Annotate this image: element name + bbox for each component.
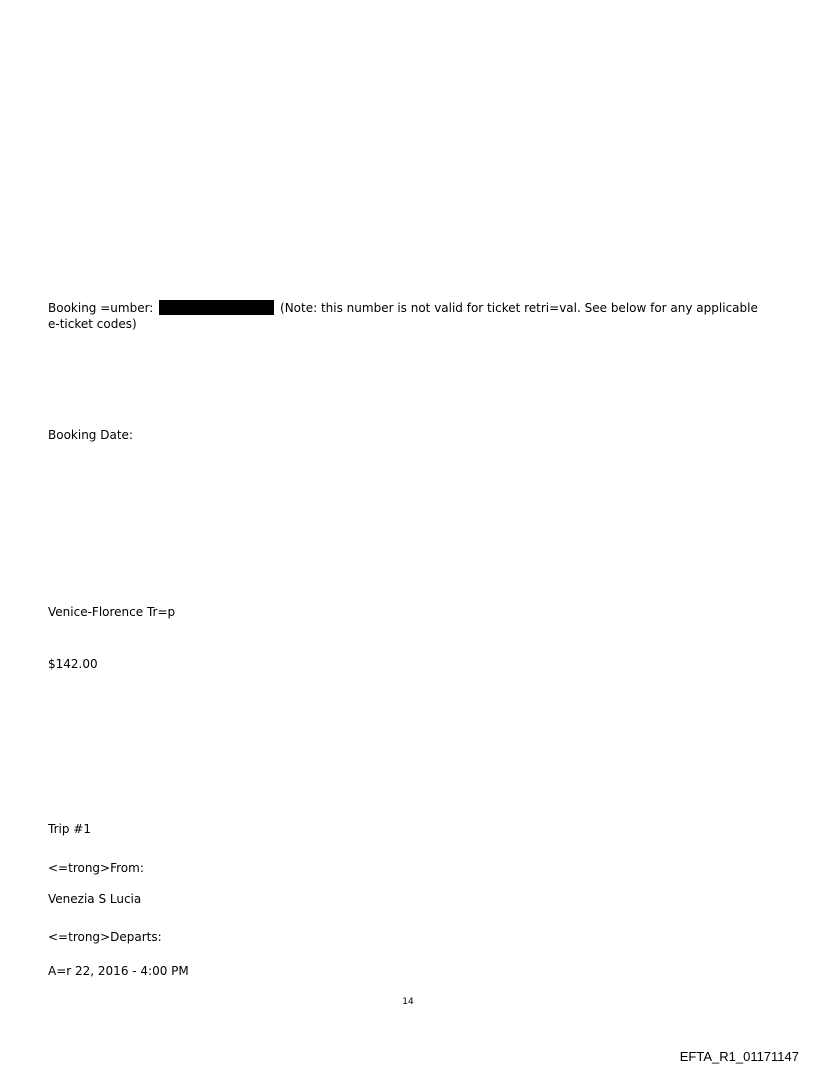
document-id: EFTA_R1_01171147 (679, 1049, 799, 1064)
booking-number-line (48, 300, 768, 332)
from-label: <=trong>From: (48, 861, 144, 875)
departs-label: <=trong>Departs: (48, 930, 162, 944)
trip-name: Venice-Florence Tr=p (48, 605, 176, 619)
redaction-bar (159, 300, 274, 315)
booking-number-note: (Note: this number is not valid for ticket retri=val. See below for any applicable e-ticket codes) (48, 301, 758, 331)
booking-number-label: Booking =umber: (48, 301, 154, 315)
from-station: Venezia S Lucia (48, 892, 142, 906)
page-number: 14 (402, 997, 414, 1007)
trip-number: Trip #1 (48, 822, 91, 836)
booking-date-label: Booking Date: (48, 428, 133, 442)
trip-price: $142.00 (48, 657, 98, 671)
departs-time: A=r 22, 2016 - 4:00 PM (48, 964, 189, 978)
